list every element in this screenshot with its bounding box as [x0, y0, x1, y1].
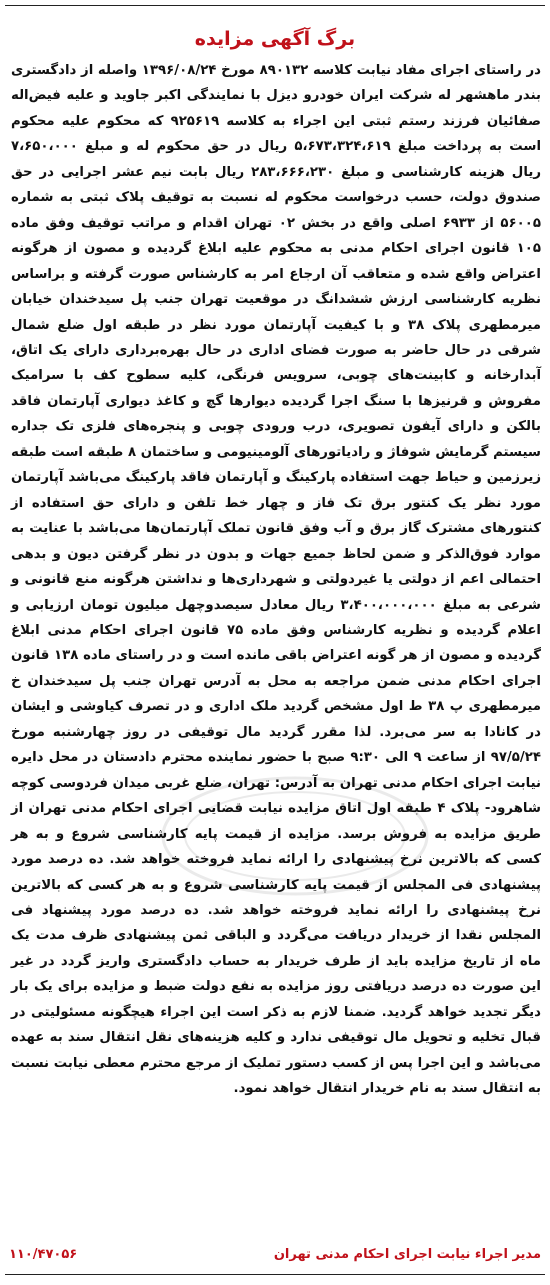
notice-signatory: مدیر اجراء نیابت اجرای احکام مدنی تهران	[273, 1246, 541, 1262]
notice-body-text: در راستای اجرای مفاد نیابت کلاسه ۸۹۰۱۳۲ مورخ ۱۳۹۶/۰۸/۲۴ واصله از دادگستری بندر ماهشهر له شرکت ایران خودرو دیزل با نمایندگی اکبر جاوید و علیه فیض‌اله صفائیان فرزند رستم ثبتی این اجراء به کلاسه ۹۲۵۶۱۹ که محکوم علیه محکوم است به پرداخت مبلغ ۵،۶۷۳،۳۲۴،۶۱۹ ریال در حق محکوم له و مبلغ ۷،۶۵۰،۰۰۰ ریال هزینه کارشناسی و مبلغ ۲۸۳،۶۶۶،۲۳۰ ریال بابت نیم عشر اجرایی در حق صندوق دولت، حسب درخواست محکوم له نسبت به توقیف پلاک ثبتی به شماره ۵۶۰۰۵ از ۶۹۳۳ اصلی واقع در بخش ۰۲ تهران اقدام و مراتب توقیف وفق ماده ۱۰۵ قانون اجرای احکام مدنی به محکوم علیه ابلاغ گردیده و مصون از هرگونه اعتراض واقع شده و متعاقب آن ارجاع امر به کارشناس صورت گرفته و براساس نظریه کارشناسی ارزش ششدانگ در موقعیت تهران جنب پل سیدخندان خیابان میرمطهری پلاک ۳۸ و با کیفیت آپارتمان مورد نظر در طبقه اول ضلع شمال شرقی در حال حاضر به صورت فضای اداری در حال بهره‌برداری دارای یک اتاق، آبدارخانه و کابینت‌های چوبی، سرویس فرنگی، کلیه سطوح کف با سرامیک مفروش و قرنیزها با سنگ اجرا گردیده دیوارها گچ و کاغذ دیواری آپارتمان فاقد بالکن و دارای آیفون تصویری، درب ورودی چوبی و پنجره‌های فلزی تک جداره سیستم گرمایش شوفاژ و رادیاتورهای آلومینیومی و ساختمان ۸ طبقه است طبقه زیرزمین و حیاط جهت استفاده پارکینگ و آپارتمان فاقد پارکینگ می‌باشد آپارتمان مورد نظر یک کنتور برق تک فاز و چهار خط تلفن و دارای حق استفاده از کنتورهای مشترک گاز برق و آب وفق قانون تملک آپارتمان‌ها می‌باشد با عنایت به موارد فوق‌الذکر و ضمن لحاظ جمیع جهات و بدون در نظر گرفتن دیون و بدهی احتمالی اعم از دولتی یا غیردولتی و شهرداری‌ها و نداشتن هرگونه منع قانونی و شرعی به مبلغ ۳،۴۰۰،۰۰۰،۰۰۰ ریال معادل سیصدوچهل میلیون تومان ارزیابی و اعلام گردیده و نظریه کارشناس وفق ماده ۷۵ قانون اجرای احکام مدنی ابلاغ گردیده و مصون از هر گونه اعتراض باقی مانده است و در راستای ماده ۱۳۸ قانون اجرای احکام مدنی ضمن مراجعه به محل به آدرس تهران جنب پل سیدخندان خ میرمطهری پ ۳۸ ط اول مشخص گردید ملک اداری و در تصرف کیاوشی و ایشان در کانادا به سر می‌برد. لذا مقرر گردید مال توقیفی در روز چهارشنبه مورخ ۹۷/۵/۲۴ از ساعت ۹ الی ۹:۳۰ صبح با حضور نماینده محترم دادستان در محل دایره نیابت اجرای احکام مدنی تهران به آدرس: تهران، ضلع غربی میدان فردوسی کوچه شاهرود- پلاک ۴ طبقه اول اتاق مزایده نیابت قضایی اجرای احکام مدنی تهران از طریق مزایده به فروش برسد. مزایده از قیمت پایه کارشناسی شروع و به هر کسی که بالاترین نرخ پیشنهادی را ارائه نماید فروخته خواهد شد. ده درصد مورد پیشنهادی فی المجلس از قیمت پایه کارشناسی شروع و به هر کسی که بالاترین نرخ پیشنهادی را ارائه نماید فروخته خواهد شد. ده درصد مورد پیشنهاد فی المجلس نقدا از خریدار دریافت می‌گردد و الباقی ثمن پیشنهادی ظرف مدت یک ماه از تاریخ مزایده باید از طرف خریدار به حساب دادگستری واریز گردد در غیر این صورت ده درصد دریافتی روز مزایده به نفع دولت ضبط و مزایده برای یک بار دیگر تجدید خواهد گردید. ضمنا لازم به ذکر است این اجراء هیچگونه مسئولیتی در قبال تخلیه و تحویل مال توقیفی ندارد و کلیه هزینه‌های نقل انتقال سند به عهده می‌باشد و این اجرا پس از کسب دستور تملیک از مرجع محترم معطی نیابت نسبت به انتقال سند به نام خریدار انتقال خواهد نمود.	[11, 63, 542, 1097]
auction-notice	[5, 5, 545, 1275]
notice-title: برگ آگهی مزایده	[194, 28, 356, 50]
notice-footer	[9, 1244, 541, 1264]
notice-code: ۱۱۰/۴۷۰۵۶	[9, 1246, 78, 1262]
notice-body	[5, 58, 545, 1102]
